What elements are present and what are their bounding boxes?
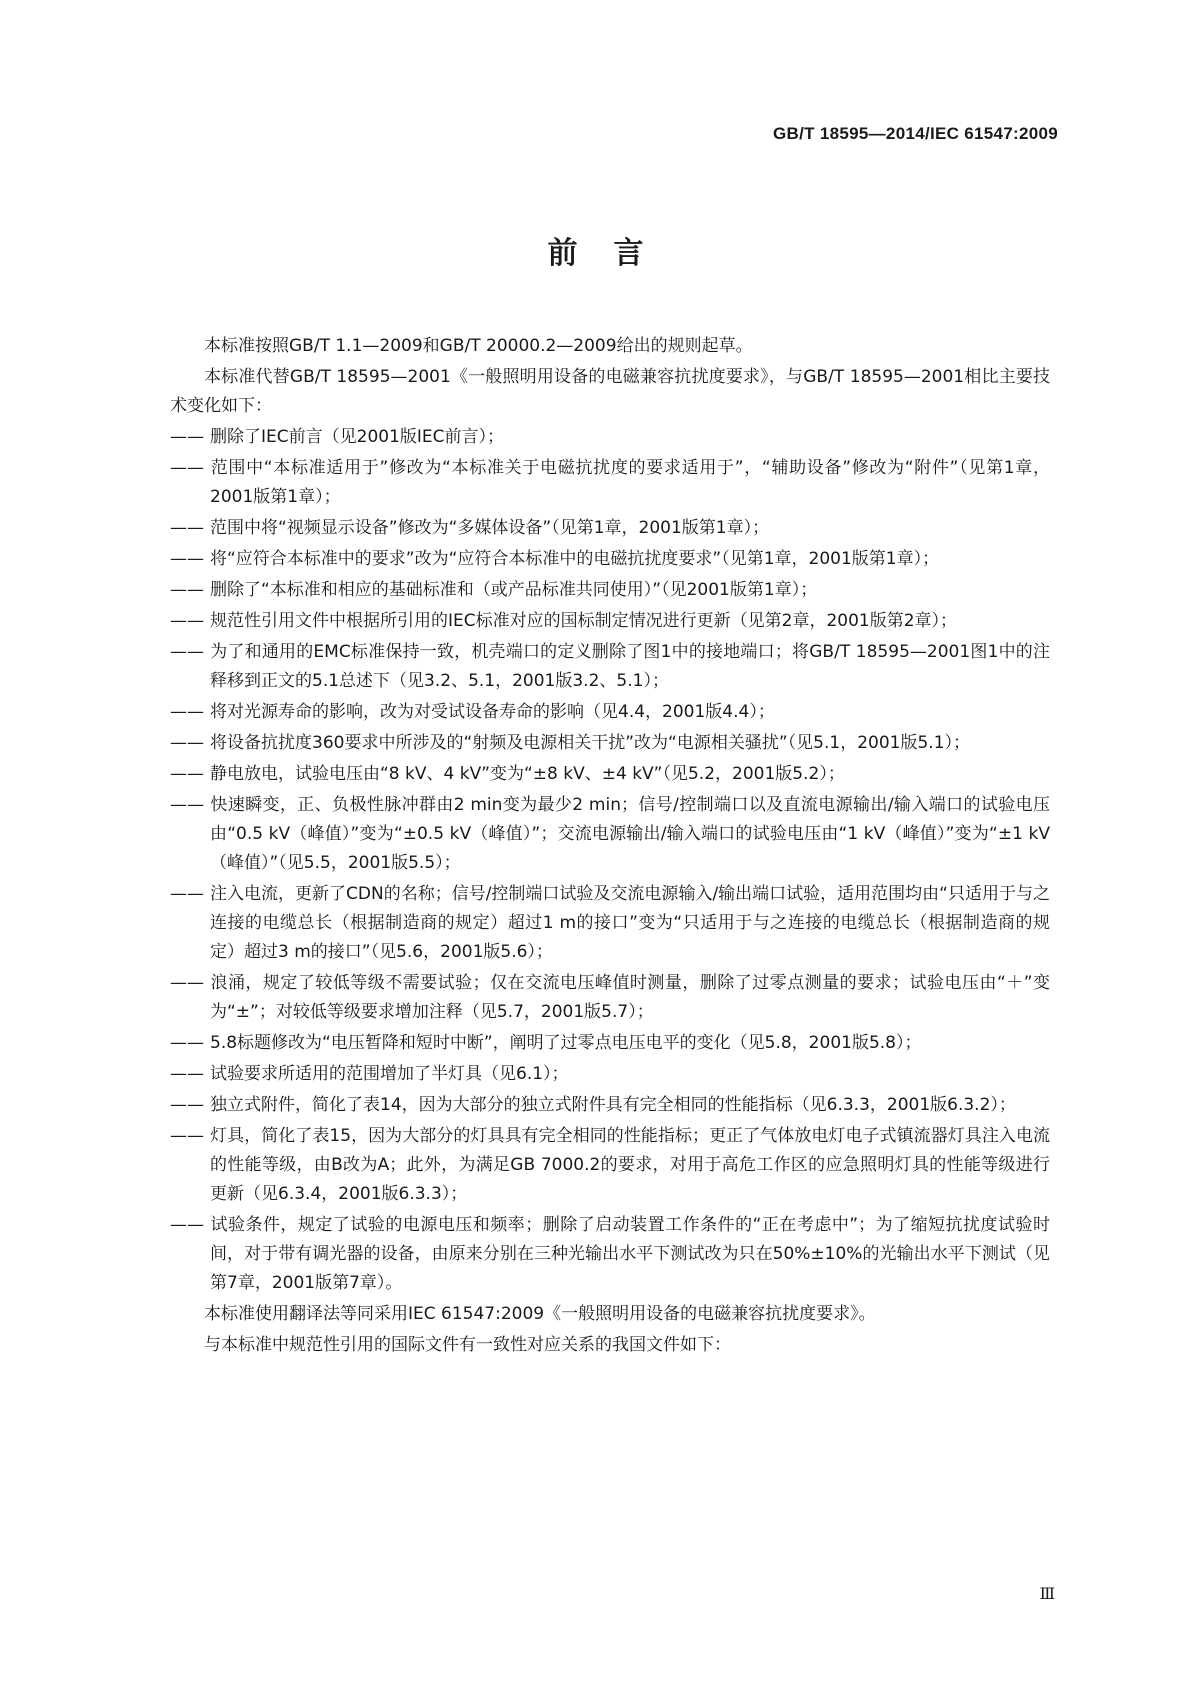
list-item-text: 注入电流，更新了CDN的名称；信号/控制端口试验及交流电源输入/输出端口试验，适用范围均由“只适用于与之连接的电缆总长（根据制造商的规定）超过1 m的接口”变为“只适用于与之连接的电缆总长（根据制造商的规定）超过3 m的接口”（见5.6，2001版5.6）；	[210, 884, 1050, 962]
dash-marker: ——	[170, 795, 204, 815]
list-item	[170, 1211, 1050, 1298]
standard-code: GB/T 18595—2014/IEC 61547:2009	[773, 124, 1058, 143]
list-item-text: 快速瞬变，正、负极性脉冲群由2 min变为最少2 min；信号/控制端口以及直流电源输出/输入端口的试验电压由“0.5 kV（峰值）”变为“±0.5 kV（峰值）”；交流电源输出/输入端口的试验电压由“1 kV（峰值）”变为“±1 kV（峰值）”（见5.5，2001版5.5）；	[210, 795, 1050, 873]
list-item-text: 独立式附件，简化了表14，因为大部分的独立式附件具有完全相同的性能指标（见6.3.3，2001版6.3.2）；	[210, 1095, 1016, 1115]
list-item-text: 将设备抗扰度360要求中所涉及的“射频及电源相关干扰”改为“电源相关骚扰”（见5.1，2001版5.1）；	[210, 733, 971, 753]
list-item-text: 将“应符合本标准中的要求”改为“应符合本标准中的电磁抗扰度要求”（见第1章，2001版第1章）；	[210, 549, 940, 569]
dash-marker: ——	[170, 549, 204, 569]
paragraph-correspondence: 与本标准中规范性引用的国际文件有一致性对应关系的我国文件如下：	[204, 1335, 731, 1355]
list-item	[170, 729, 1050, 758]
dash-marker: ——	[170, 1064, 204, 1084]
paragraph-replaces: 本标准代替GB/T 18595—2001《一般照明用设备的电磁兼容抗扰度要求》，与GB/T 18595—2001相比主要技术变化如下：	[170, 367, 1050, 416]
list-item-text: 将对光源寿命的影响，改为对受试设备寿命的影响（见4.4，2001版4.4）；	[210, 702, 775, 722]
list-item-text: 删除了IEC前言（见2001版IEC前言）；	[210, 427, 505, 447]
list-item-text: 规范性引用文件中根据所引用的IEC标准对应的国标制定情况进行更新（见第2章，2001版第2章）；	[210, 611, 958, 631]
dash-marker: ——	[170, 1126, 204, 1146]
page-number: Ⅲ	[1039, 1586, 1055, 1603]
list-item	[170, 1091, 1050, 1120]
changes-list	[170, 423, 1050, 1298]
list-item-text: 为了和通用的EMC标准保持一致，机壳端口的定义删除了图1中的接地端口；将GB/T 18595—2001图1中的注释移到正文的5.1总述下（见3.2、5.1，2001版3.2、5.1）；	[210, 642, 1050, 691]
dash-marker: ——	[170, 580, 204, 600]
list-item-text: 静电放电，试验电压由“8 kV、4 kV”变为“±8 kV、±4 kV”（见5.2，2001版5.2）；	[210, 764, 845, 784]
list-item	[170, 698, 1050, 727]
dash-marker: ——	[170, 458, 204, 478]
dash-marker: ——	[170, 702, 204, 722]
list-item	[170, 545, 1050, 574]
list-item-text: 灯具，简化了表15，因为大部分的灯具具有完全相同的性能指标；更正了气体放电灯电子式镇流器灯具注入电流的性能等级，由B改为A；此外，为满足GB 7000.2的要求，对用于高危工作区的应急照明灯具的性能等级进行更新（见6.3.4，2001版6.3.3）；	[210, 1126, 1050, 1204]
list-item	[170, 1029, 1050, 1058]
list-item	[170, 969, 1050, 1027]
dash-marker: ——	[170, 1033, 204, 1053]
list-item	[170, 514, 1050, 543]
list-item	[170, 791, 1050, 878]
list-item-text: 试验要求所适用的范围增加了半灯具（见6.1）；	[210, 1064, 569, 1084]
list-item-text: 删除了“本标准和相应的基础标准和（或产品标准共同使用）”（见2001版第1章）；	[210, 580, 818, 600]
list-item-text: 范围中“本标准适用于”修改为“本标准关于电磁抗扰度的要求适用于”，“辅助设备”修改为“附件”（见第1章，2001版第1章）；	[210, 458, 1050, 507]
list-item	[170, 423, 1050, 452]
dash-marker: ——	[170, 764, 204, 784]
list-item-text: 5.8标题修改为“电压暂降和短时中断”，阐明了过零点电压电平的变化（见5.8，2001版5.8）；	[210, 1033, 922, 1053]
list-item	[170, 1060, 1050, 1089]
dash-marker: ——	[170, 973, 204, 993]
list-item	[170, 638, 1050, 696]
foreword-body	[170, 330, 1050, 1362]
dash-marker: ——	[170, 1095, 204, 1115]
dash-marker: ——	[170, 884, 204, 904]
list-item-text: 试验条件，规定了试验的电源电压和频率；删除了启动装置工作条件的“正在考虑中”；为了缩短抗扰度试验时间，对于带有调光器的设备，由原来分别在三种光输出水平下测试改为只在50%±10%的光输出水平下测试（见第7章，2001版第7章）。	[210, 1215, 1050, 1293]
paragraph-adoption: 本标准使用翻译法等同采用IEC 61547:2009《一般照明用设备的电磁兼容抗扰度要求》。	[204, 1304, 876, 1324]
dash-marker: ——	[170, 733, 204, 753]
paragraph-drafting-rules: 本标准按照GB/T 1.1—2009和GB/T 20000.2—2009给出的规则起草。	[204, 336, 753, 356]
list-item	[170, 576, 1050, 605]
dash-marker: ——	[170, 1215, 204, 1235]
list-item	[170, 760, 1050, 789]
list-item-text: 浪涌，规定了较低等级不需要试验；仅在交流电压峰值时测量，删除了过零点测量的要求；试验电压由“＋”变为“±”；对较低等级要求增加注释（见5.7，2001版5.7）；	[210, 973, 1050, 1022]
list-item-text: 范围中将“视频显示设备”修改为“多媒体设备”（见第1章，2001版第1章）；	[210, 518, 770, 538]
list-item	[170, 607, 1050, 636]
dash-marker: ——	[170, 642, 204, 662]
list-item	[170, 880, 1050, 967]
list-item	[170, 1122, 1050, 1209]
list-item	[170, 454, 1050, 512]
dash-marker: ——	[170, 611, 204, 631]
dash-marker: ——	[170, 427, 204, 447]
dash-marker: ——	[170, 518, 204, 538]
page-title: 前言	[547, 236, 680, 271]
